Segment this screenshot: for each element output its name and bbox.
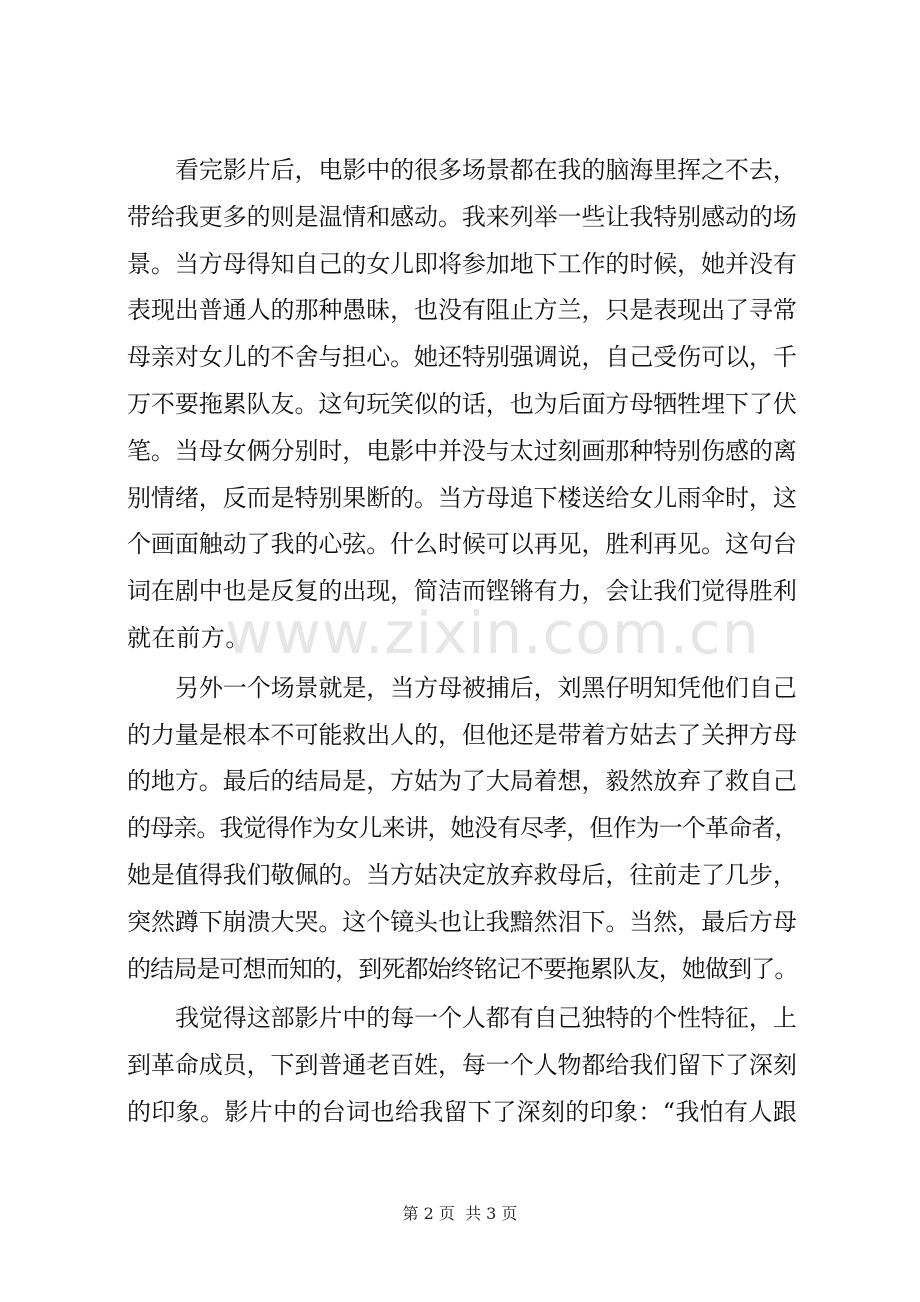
paragraph-line: 的地方。最后的结局是，方姑为了大局着想，毅然放弃了救自己 (127, 767, 797, 796)
paragraph-line: 她是值得我们敬佩的。当方姑决定放弃救母后，往前走了几步， (127, 861, 797, 889)
paragraph-line: 景。当方母得知自己的女儿即将参加地下工作的时候，她并没有 (127, 249, 797, 278)
paragraph-line: 的结局是可想而知的，到死都始终铭记不要拖累队友，她做到了。 (127, 954, 798, 983)
paragraph-line: 到革命成员，下到普通老百姓，每一个人物都给我们留下了深刻 (127, 1051, 797, 1080)
paragraph-first-line: 我觉得这部影片中的每一个人都有自己独特的个性特征，上 (175, 1004, 797, 1033)
paragraph-line: 别情绪，反而是特别果断的。当方母追下楼送给女儿雨伞时，这 (127, 483, 797, 512)
paragraph-line: 的母亲。我觉得作为女儿来讲，她没有尽孝，但作为一个革命者， (127, 814, 798, 843)
paragraph-line: 词在剧中也是反复的出现，简洁而铿锵有力，会让我们觉得胜利 (127, 577, 797, 606)
watermark: www.zixin.com.cn (225, 599, 760, 667)
paragraph-line: 个画面触动了我的心弦。什么时候可以再见，胜利再见。这句台 (127, 530, 797, 559)
paragraph-line: 带给我更多的则是温情和感动。我来列举一些让我特别感动的场 (127, 202, 797, 231)
page-footer: 第 2 页 共 3 页 (402, 1204, 518, 1223)
paragraph-line: 突然蹲下崩溃大哭。这个镜头也让我黯然泪下。当然，最后方母 (127, 907, 797, 936)
paragraph-first-line: 看完影片后，电影中的很多场景都在我的脑海里挥之不去， (175, 156, 797, 184)
paragraph-line: 表现出普通人的那种愚昧，也没有阻止方兰，只是表现出了寻常 (127, 296, 797, 325)
paragraph-line: 万不要拖累队友。这句玩笑似的话，也为后面方母牺牲埋下了伏 (127, 390, 797, 418)
paragraph-line: 母亲对女儿的不舍与担心。她还特别强调说，自己受伤可以，千 (127, 343, 797, 372)
paragraph-first-line: 另外一个场景就是，当方母被捕后，刘黑仔明知凭他们自己 (175, 673, 797, 702)
paragraph-line: 的力量是根本不可能救出人的，但他还是带着方姑去了关押方母 (127, 720, 797, 749)
paragraph-line: 的印象。影片中的台词也给我留下了深刻的印象：“我怕有人跟 (127, 1098, 798, 1126)
paragraph-line: 笔。当母女俩分别时，电影中并没与太过刻画那种特别伤感的离 (127, 436, 797, 465)
paragraph-line: 就在前方。 (127, 624, 250, 652)
